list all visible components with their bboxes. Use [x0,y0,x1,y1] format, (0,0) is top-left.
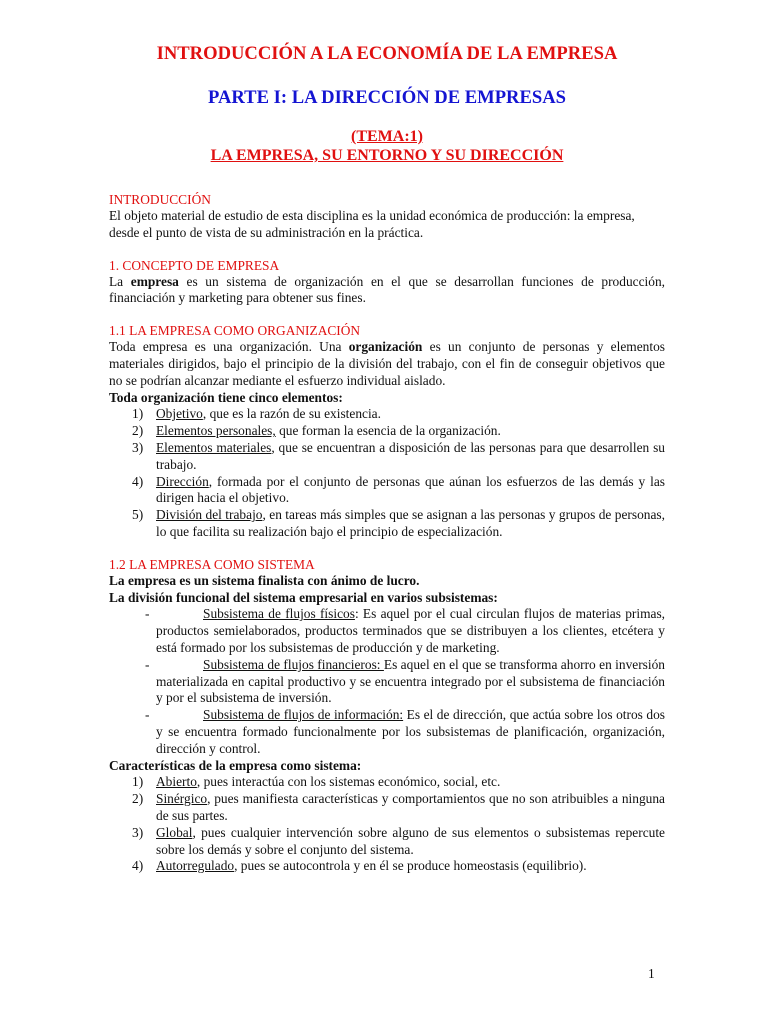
list-item-text: , pues interactúa con los sistemas económico, social, etc. [196,774,501,790]
list-item-text: , en tareas más simples que se asignan a las personas y grupos de personas, lo que facilita su realización bajo el principio de especialización. [156,507,665,539]
list-item [109,474,665,508]
list-item [109,423,665,440]
list-item [109,406,665,423]
organizacion-text [109,339,665,389]
list-item-term: Abierto [156,774,197,790]
tema-subtitle: LA EMPRESA, SU ENTORNO Y SU DIRECCIÓN [210,147,564,164]
intro-text: El objeto material de estudio de esta disciplina es la unidad económica de producción: la empresa, desde el punto de vista de su administración en la práctica. [109,208,635,240]
list-item-term: Global [156,824,193,840]
page-number: 1 [648,966,655,981]
list-item [109,858,665,875]
list-item-term: Subsistema de flujos físicos [203,606,355,622]
characteristics-list [109,774,665,875]
list-item-term: Autorregulado [156,858,235,874]
list-item-term: Subsistema de flujos financieros: [203,656,384,672]
concepto-pre: La [109,273,131,289]
list-item-text: Es el de dirección, que actúa sobre los otros dos y se encuentra formado funcionalmente por los subsistemas de planificación, organización, dirección y control. [156,707,665,756]
subsystems-list [109,606,665,757]
list-item-dash: - [145,606,150,622]
list-item [109,507,665,541]
list-item [109,657,665,707]
list-item [109,791,665,825]
list-item [109,440,665,474]
tema-label: (TEMA:1) [351,128,423,145]
concepto-text [109,274,665,308]
concepto-bold-term: empresa [130,273,179,289]
list-item [109,825,665,859]
list-item-text: , pues se autocontrola y en él se produce homeostasis (equilibrio). [234,858,587,874]
characteristics-title: Características de la empresa como sistema: [109,757,362,773]
organizacion-heading: 1.1 LA EMPRESA COMO ORGANIZACIÓN [109,323,361,339]
intro-heading: INTRODUCCIÓN [109,192,211,207]
list-item-term: Objetivo [156,406,203,422]
list-item-number: 4) [132,473,144,489]
list-item-number: 1) [132,774,144,790]
list-item-number: 4) [132,858,144,874]
sistema-line-1: La empresa es un sistema finalista con ánimo de lucro. [109,572,420,588]
list-item [109,774,665,791]
list-item-dash: - [145,707,150,723]
document-title: INTRODUCCIÓN A LA ECONOMÍA DE LA EMPRESA [156,43,618,64]
list-item-dash: - [145,656,150,672]
list-item-number: 3) [132,439,144,455]
list-item-text: , que se encuentran a disposición de las personas para que desarrollen su trabajo. [156,439,665,472]
document-content [109,42,665,875]
list-item-text: , pues manifiesta características y comportamientos que no son atribuibles a ninguna de sus partes. [156,791,665,823]
list-item-term: Sinérgico [156,791,208,807]
list-item [109,707,665,757]
organizacion-elements-title: Toda organización tiene cinco elementos: [109,389,343,405]
sistema-heading: 1.2 LA EMPRESA COMO SISTEMA [109,556,315,572]
organizacion-elements-list [109,406,665,540]
list-item-term: Elementos personales, [156,423,276,439]
organizacion-post: es un conjunto de personas y elementos materiales dirigidos, bajo el principio de la división del trabajo, con el fin de conseguir objetivos que no se podrían alcanzar mediante el esfuerzo individual aislado. [109,339,665,388]
part-title: PARTE I: LA DIRECCIÓN DE EMPRESAS [207,87,566,108]
list-item-number: 3) [132,824,144,840]
list-item [109,606,665,656]
organizacion-bold-term: organización [348,339,423,355]
list-item-term: Elementos materiales [156,439,272,455]
list-item-term: División del trabajo [156,507,263,523]
list-item-text: , que es la razón de su existencia. [202,406,381,422]
concepto-post: es un sistema de organización en el que se desarrollan funciones de producción, financiación y marketing para obtener sus fines. [109,273,665,306]
list-item-text: Es aquel en el que se transforma ahorro en inversión materializada en capital productivo y se encuentra integrado por el subsistema de financiación y por el subsistema de inversión. [156,656,665,706]
list-item-number: 1) [132,406,144,422]
concepto-heading: 1. CONCEPTO DE EMPRESA [109,257,280,273]
list-item-number: 5) [132,507,144,523]
list-item-text: : Es aquel por el cual circulan flujos de materias primas, productos semielaborados, productos terminados que se distribuyen a los clientes, etcétera y está formado por los subsistemas de producción y de marketing. [156,606,666,655]
organizacion-pre: Toda empresa es una organización. Una [109,339,349,355]
list-item-term: Dirección [156,473,209,489]
list-item-number: 2) [132,791,144,807]
list-item-term: Subsistema de flujos de información: [203,707,404,723]
list-item-text: , formada por el conjunto de personas que aúnan los esfuerzos de las demás y las dirigen hacia el objetivo. [156,473,665,506]
list-item-number: 2) [132,423,144,439]
sistema-line-2: La división funcional del sistema empresarial en varios subsistemas: [109,589,498,605]
list-item-text: , pues cualquier intervención sobre alguno de sus elementos o subsistemas repercute sobre los demás y sobre el conjunto del sistema. [156,824,665,857]
list-item-text: que forman la esencia de la organización. [275,423,501,439]
